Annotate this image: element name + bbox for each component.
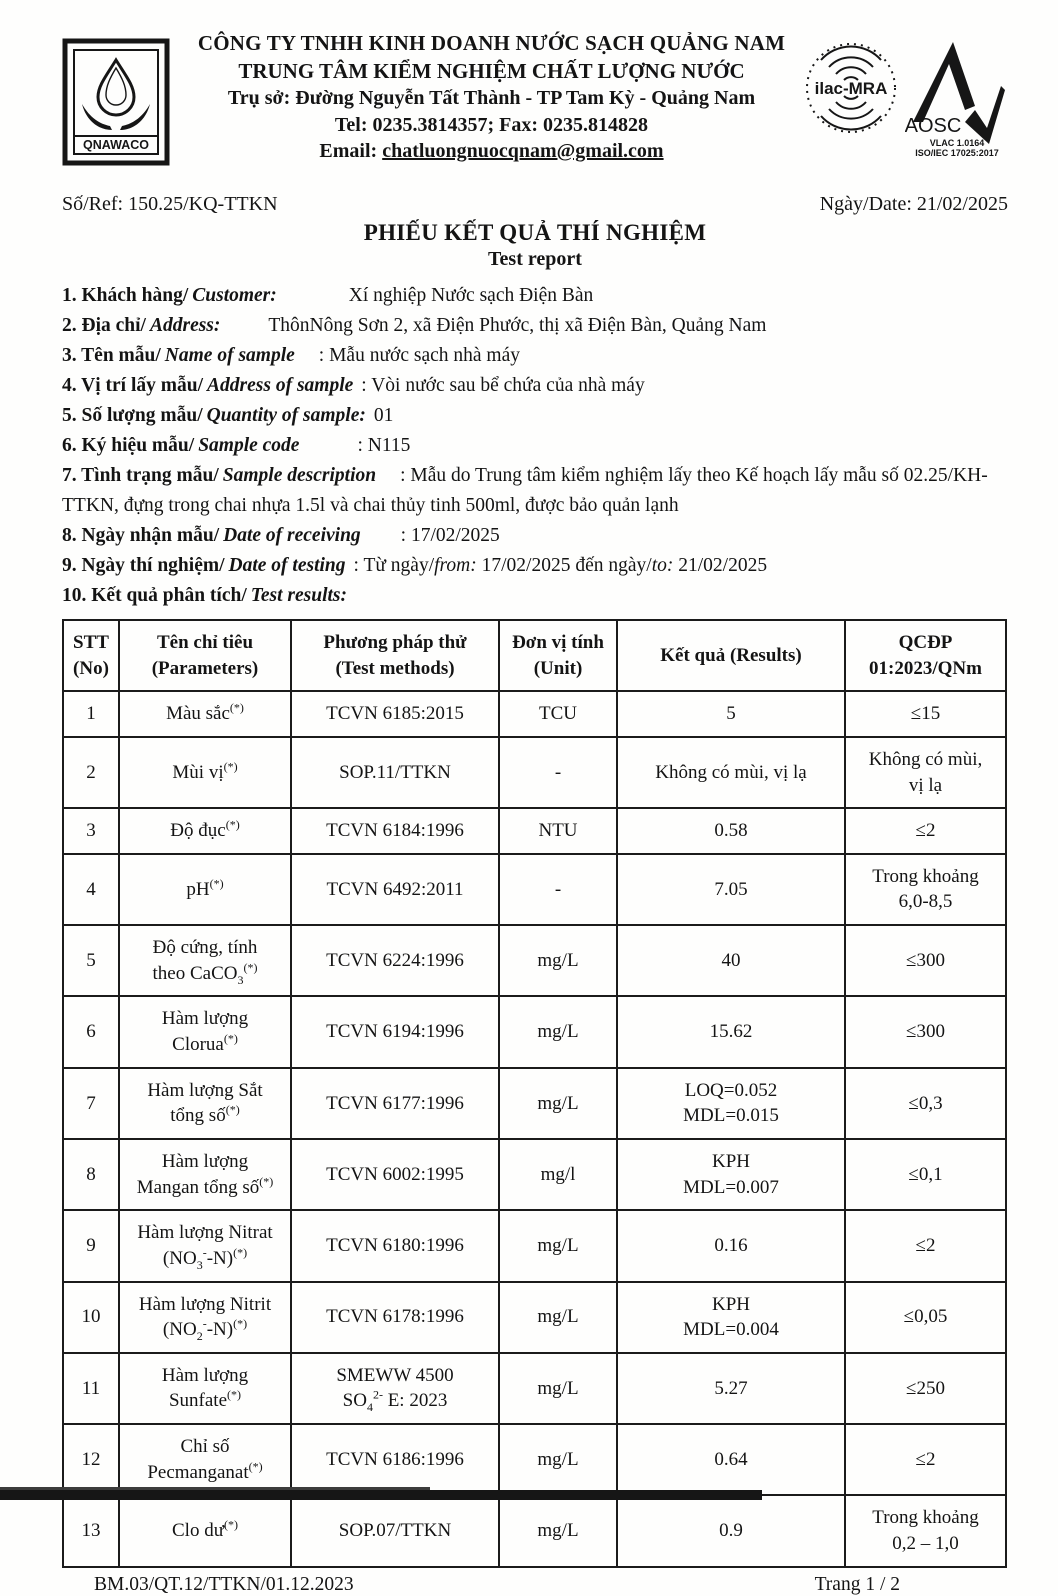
info-label-en: Quantity of sample: [206,405,366,426]
cell-limit: ≤2 [845,1424,1006,1495]
qnawaco-logo [62,30,180,171]
cell-unit: mg/L [499,1495,617,1566]
info-value: Xí nghiệp Nước sạch Điện Bàn [348,285,594,306]
svg-text:QNAWACO: QNAWACO [83,138,149,152]
info-label-vi: 2. Địa chỉ/ [62,315,146,336]
cell-limit: ≤2 [845,1210,1006,1281]
ilac-mra-logo [803,36,899,156]
cell-limit: ≤0,3 [845,1068,1006,1139]
cell-limit: ≤0,1 [845,1139,1006,1210]
info-quantity [62,401,1008,431]
cell-result: KPH MDL=0.004 [617,1282,845,1353]
scan-artifact-smudge [0,1487,430,1490]
cell-no: 1 [63,691,119,737]
center-name: TRUNG TÂM KIỂM NGHIỆM CHẤT LƯỢNG NƯỚC [238,58,745,83]
ref-number: Số/Ref: 150.25/KQ-TTKN [62,193,278,215]
cell-no: 5 [63,925,119,996]
cell-no: 11 [63,1353,119,1424]
cell-limit: ≤300 [845,925,1006,996]
cell-method: TCVN 6186:1996 [291,1424,499,1495]
info-value: : Mẫu nước sạch nhà máy [318,345,520,366]
cell-no: 6 [63,996,119,1067]
head-office-address: Trụ sở: Đường Nguyễn Tất Thành - TP Tam Kỳ - Quảng Nam [227,87,756,110]
cell-unit: NTU [499,808,617,854]
cell-parameter: Màu sắc(*) [119,691,291,737]
info-label-vi: 9. Ngày thí nghiệm/ [62,555,225,576]
cell-limit: ≤250 [845,1353,1006,1424]
column-header: Tên chỉ tiêu (Parameters) [119,620,291,691]
qnawaco-logo-image [62,38,170,166]
accreditation-logos [803,30,1008,158]
results-table-header-row [63,620,1006,691]
cell-method: TCVN 6184:1996 [291,808,499,854]
info-value: : 17/02/2025 [400,525,500,546]
tel-fax: Tel: 0235.3814357; Fax: 0235.814828 [334,113,649,136]
table-row [63,996,1006,1067]
cell-parameter: Mùi vị(*) [119,737,291,808]
report-date: Ngày/Date: 21/02/2025 [819,193,1008,215]
table-row [63,925,1006,996]
cell-result: KPH MDL=0.007 [617,1139,845,1210]
cell-limit: ≤2 [845,808,1006,854]
cell-parameter: Hàm lượng Sắt tổng số(*) [119,1068,291,1139]
cell-parameter: Hàm lượng Mangan tổng số(*) [119,1139,291,1210]
info-testing-date [62,551,1008,581]
info-label-en: Test results: [250,585,348,606]
info-sample-name [62,341,1008,371]
cell-result: 5 [617,691,845,737]
cell-parameter: Hàm lượng Nitrit $(NO_2^--N)^{(*)}$ [119,1282,291,1353]
cell-unit: mg/L [499,1068,617,1139]
cell-method: TCVN 6224:1996 [291,925,499,996]
document-title: PHIẾU KẾT QUẢ THÍ NGHIỆM [363,220,707,245]
info-receiving-date [62,521,1008,551]
table-row [63,1139,1006,1210]
cell-method: TCVN 6492:2011 [291,854,499,925]
cell-method: TCVN 6178:1996 [291,1282,499,1353]
cell-parameter: Hàm lượng Clorua(*) [119,996,291,1067]
cell-result: Không có mùi, vị lạ [617,737,845,808]
cell-no: 3 [63,808,119,854]
cell-parameter: pH(*) [119,854,291,925]
svg-text:ISO/IEC 17025:2017: ISO/IEC 17025:2017 [915,148,999,158]
cell-result: 0.16 [617,1210,845,1281]
letterhead [62,30,1008,171]
info-label-vi: 3. Tên mẫu/ [62,345,161,366]
info-label-vi: 10. Kết quả phân tích/ [62,585,247,606]
table-row [63,1495,1006,1566]
cell-no: 8 [63,1139,119,1210]
info-results-heading [62,581,1008,611]
table-row [63,1282,1006,1353]
cell-method: TCVN 6185:2015 [291,691,499,737]
email-line [184,138,799,164]
results-table-body [63,691,1006,1566]
cell-unit: TCU [499,691,617,737]
cell-no: 2 [63,737,119,808]
info-label-en: Sample code [198,435,300,456]
cell-no: 12 [63,1424,119,1495]
cell-method: TCVN 6180:1996 [291,1210,499,1281]
info-description [62,461,1008,521]
column-header: Đơn vị tính (Unit) [499,620,617,691]
cell-method: TCVN 6177:1996 [291,1068,499,1139]
page-footer [62,1574,1008,1596]
cell-unit: mg/L [499,996,617,1067]
info-sample-code [62,431,1008,461]
cell-no: 10 [63,1282,119,1353]
info-sample-address [62,371,1008,401]
info-label-vi: 8. Ngày nhận mẫu/ [62,525,220,546]
info-label-en: Date of testing [228,555,346,576]
info-label-en: Address: [149,315,221,336]
table-row [63,691,1006,737]
cell-method: TCVN 6002:1995 [291,1139,499,1210]
letterhead-text [180,30,803,165]
cell-result: 5.27 [617,1353,845,1424]
cell-unit: mg/L [499,1353,617,1424]
document-subtitle: Test report [488,248,582,270]
cell-limit: ≤300 [845,996,1006,1067]
meta-row [62,193,1008,216]
svg-text:AOSC: AOSC [905,115,962,137]
cell-no: 9 [63,1210,119,1281]
cell-method: TCVN 6194:1996 [291,996,499,1067]
svg-text:VLAC 1.0164: VLAC 1.0164 [929,138,985,148]
aosc-logo [905,36,1007,158]
table-row [63,1210,1006,1281]
cell-limit: Không có mùi, vị lạ [845,737,1006,808]
info-label-en: Name of sample [164,345,295,366]
cell-unit: mg/l [499,1139,617,1210]
company-name: CÔNG TY TNHH KINH DOANH NƯỚC SẠCH QUẢNG NAM [197,31,786,55]
cell-result: 15.62 [617,996,845,1067]
cell-result: LOQ=0.052 MDL=0.015 [617,1068,845,1139]
cell-unit: mg/L [499,1424,617,1495]
info-value: : Vòi nước sau bể chứa của nhà máy [361,375,645,396]
info-label-en: Customer: [192,285,277,306]
cell-no: 4 [63,854,119,925]
cell-method: SOP.07/TTKN [291,1495,499,1566]
cell-result: 0.64 [617,1424,845,1495]
info-value: : Mẫu do Trung tâm kiểm nghiệm lấy theo Kế hoạch lấy mẫu số 02.25/KH-TTKN, đựng trong chai nhựa 1.5l và chai thủy tinh 500ml, được bảo quản lạnh [62,465,988,516]
cell-result: 0.58 [617,808,845,854]
info-address [62,311,1008,341]
info-label-vi: 4. Vị trí lấy mẫu/ [62,375,204,396]
table-row [63,1353,1006,1424]
cell-method: SMEWW 4500 $SO_4^{2-}$ E: 2023 [291,1353,499,1424]
cell-parameter: Chỉ số Pecmanganat(*) [119,1424,291,1495]
cell-no: 13 [63,1495,119,1566]
cell-result: 0.9 [617,1495,845,1566]
column-header: STT (No) [63,620,119,691]
info-customer [62,281,1008,311]
results-table [62,619,1007,1568]
cell-parameter: Độ cứng, tính theo CaCO$_3$(*) [119,925,291,996]
info-value: : N115 [357,435,411,456]
cell-unit: - [499,737,617,808]
cell-result: 40 [617,925,845,996]
table-row [63,1424,1006,1495]
cell-unit: - [499,854,617,925]
column-header: Phương pháp thử (Test methods) [291,620,499,691]
table-row [63,808,1006,854]
email-address: chatluongnuocqnam@gmail.com [382,140,664,163]
cell-unit: mg/L [499,1282,617,1353]
cell-parameter: Độ đục(*) [119,808,291,854]
cell-limit: Trong khoảng 0,2 – 1,0 [845,1495,1006,1566]
form-code: BM.03/QT.12/TTKN/01.12.2023 [94,1573,354,1595]
column-header: QCĐP 01:2023/QNm [845,620,1006,691]
cell-parameter: Hàm lượng Sunfate(*) [119,1353,291,1424]
info-label-vi: 1. Khách hàng/ [62,285,189,306]
cell-limit: Trong khoảng 6,0-8,5 [845,854,1006,925]
info-label-en: Address of sample [207,375,354,396]
column-header: Kết quả (Results) [617,620,845,691]
sample-info-list [62,281,1008,611]
cell-limit: ≤0,05 [845,1282,1006,1353]
info-value: : Từ ngày/from: 17/02/2025 đến ngày/to: 21/02/2025 [353,555,768,576]
cell-parameter: Clo dư(*) [119,1495,291,1566]
page-number: Trang 1 / 2 [814,1573,900,1595]
table-row [63,737,1006,808]
cell-result: 7.05 [617,854,845,925]
cell-parameter: Hàm lượng Nitrat $(NO_3^--N)^{(*)}$ [119,1210,291,1281]
info-label-vi: 6. Ký hiệu mẫu/ [62,435,195,456]
scan-artifact [0,1490,762,1500]
info-label-en: Sample description [222,465,377,486]
cell-method: SOP.11/TTKN [291,737,499,808]
cell-no: 7 [63,1068,119,1139]
info-label-vi: 5. Số lượng mẫu/ [62,405,203,426]
table-row [63,1068,1006,1139]
svg-text:ilac-MRA: ilac-MRA [814,79,888,98]
cell-unit: mg/L [499,925,617,996]
email-label: Email: [319,140,378,163]
cell-unit: mg/L [499,1210,617,1281]
table-row [63,854,1006,925]
info-value: ThônNông Sơn 2, xã Điện Phước, thị xã Điện Bàn, Quảng Nam [268,315,767,336]
info-label-vi: 7. Tình trạng mẫu/ [62,465,219,486]
info-label-en: Date of receiving [223,525,361,546]
info-value: 01 [373,405,394,426]
cell-limit: ≤15 [845,691,1006,737]
